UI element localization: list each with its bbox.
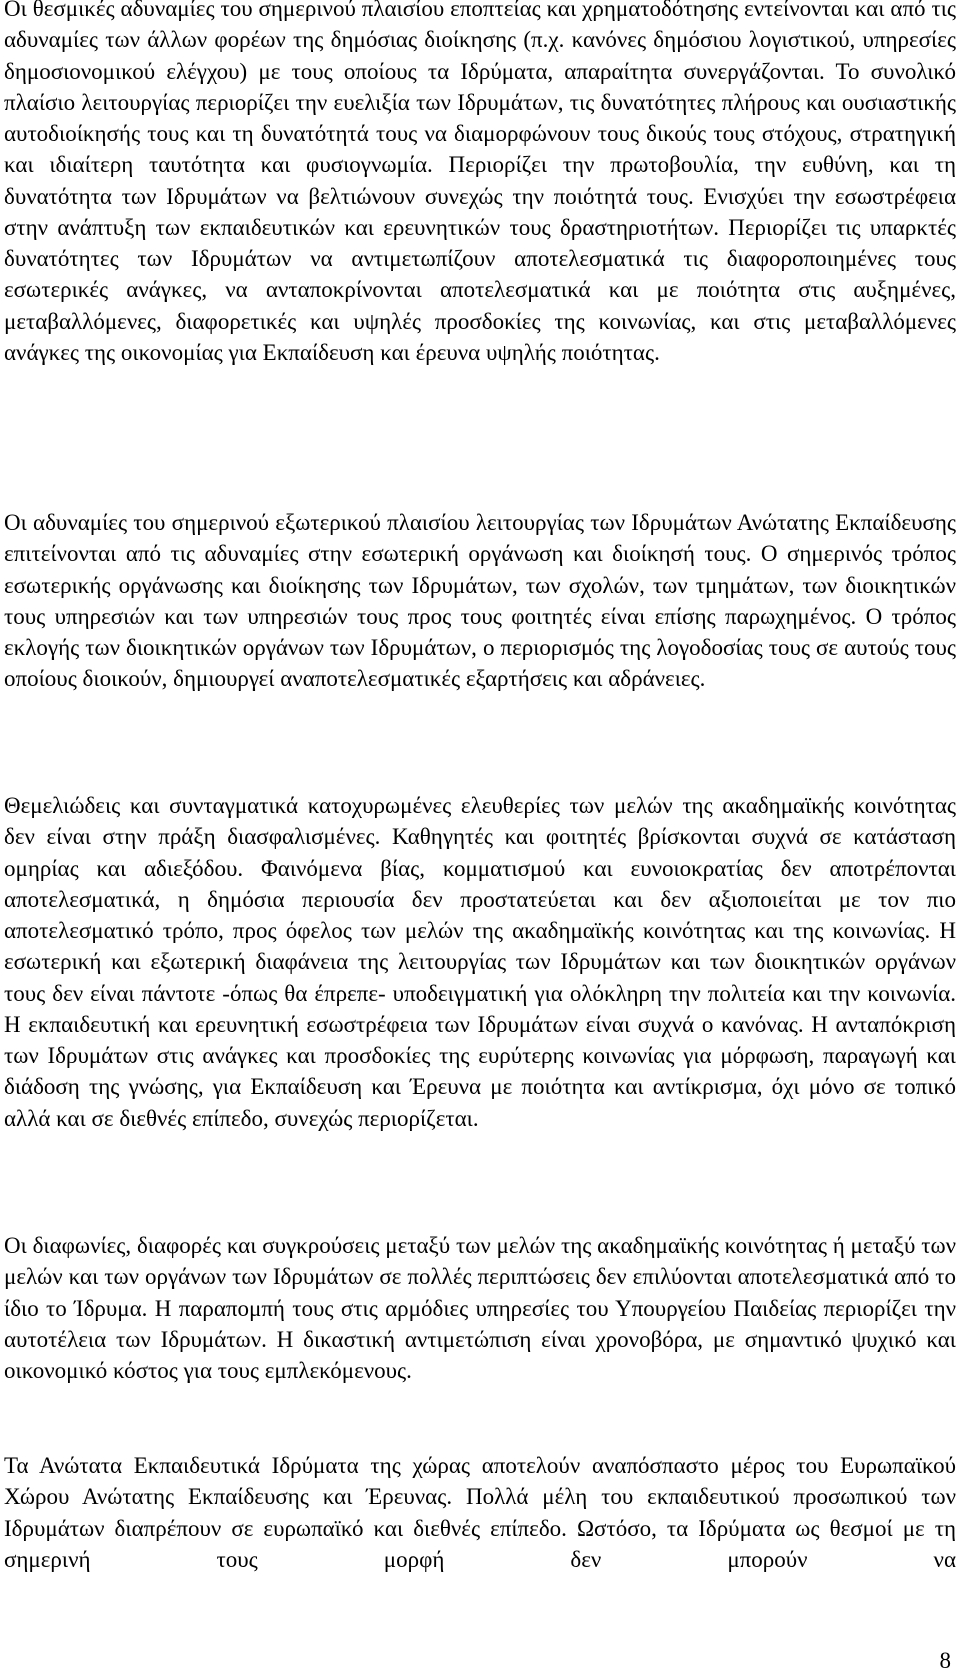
paragraph-european-area: Τα Ανώτατα Εκπαιδευτικά Ιδρύματα της χώρας αποτελούν αναπόσπαστο μέρος του Ευρωπαϊκού Χώρου Ανώτατης Εκπαίδευσης και Έρευνας. Πολλά μέλη του εκπαιδευτικού προσωπικού των Ιδρυμάτων διαπρέπουν σε ευρωπαϊκό και διεθνές επίπεδο. Ωστόσο, τα Ιδρύματα ως θεσμοί με τη σημερινή τους μορφή δεν μπορούν να	[4, 1453, 956, 1572]
paragraph-disputes: Οι διαφωνίες, διαφορές και συγκρούσεις μεταξύ των μελών της ακαδημαϊκής κοινότητας ή μεταξύ των μελών και των οργάνων των Ιδρυμάτων σε πολλές περιπτώσεις δεν επιλύονται αποτελεσματικά από το ίδιο το Ίδρυμα. Η παραπομπή τους στις αρμόδιες υπηρεσίες του Υπουργείου Παιδείας περιορίζει την αυτοτέλεια των Ιδρυμάτων. Η δικαστική αντιμετώπιση είναι χρονοβόρα, με σημαντικό ψυχικό και οικονομικό κόστος για τους εμπλεκόμενους.	[4, 1233, 956, 1383]
paragraph-institutional-weaknesses: Οι θεσμικές αδυναμίες του σημερινού πλαισίου εποπτείας και χρηματοδότησης εντείνονται και από τις αδυναμίες των άλλων φορέων της δημόσιας διοίκησης (π.χ. κανόνες δημόσιου λογιστικού, υπηρεσίες δημοσιονομικού ελέγχου) με τους οποίους τα Ιδρύματα, απαραίτητα συνεργάζονται. Το συνολικό πλαίσιο λειτουργίας περιορίζει την ευελιξία των Ιδρυμάτων, τις δυνατότητες πλήρους και ουσιαστικής αυτοδιοίκησής τους και τη δυνατότητά τους να διαμορφώνουν τους δικούς τους στόχους, στρατηγική και ιδιαίτερη ταυτότητα και φυσιογνωμία. Περιορίζει την πρωτοβουλία, την ευθύνη, και τη δυνατότητα των Ιδρυμάτων να βελτιώνουν συνεχώς την ποιότητά τους. Ενισχύει την εσωστρέφεια στην ανάπτυξη των εκπαιδευτικών και ερευνητικών τους δραστηριοτήτων. Περιορίζει τις υπαρκτές δυνατότητες των Ιδρυμάτων να αντιμετωπίζουν αποτελεσματικά τις διαφοροποιημένες τους εσωτερικές ανάγκες, να ανταποκρίνονται αποτελεσματικά και με ποιότητα στις αυξημένες, μεταβαλλόμενες, διαφορετικές και υψηλές προσδοκίες της κοινωνίας, και στις μεταβαλλόμενες ανάγκες της οικονομίας για Εκπαίδευση και έρευνα υψηλής ποιότητας.	[4, 0, 956, 365]
page-number: 8	[939, 1648, 951, 1673]
paragraph-external-framework: Οι αδυναμίες του σημερινού εξωτερικού πλαισίου λειτουργίας των Ιδρυμάτων Ανώτατης Εκπαίδευσης επιτείνονται από τις αδυναμίες στην εσωτερική οργάνωση και διοίκησή τους. Ο σημερινός τρόπος εσωτερικής οργάνωσης και διοίκησης των Ιδρυμάτων, των σχολών, των τμημάτων, των διοικητικών τους υπηρεσιών και των υπηρεσιών τους προς τους φοιτητές είναι επίσης παρωχημένος. Ο τρόπος εκλογής των διοικητικών οργάνων των Ιδρυμάτων, ο περιορισμός της λογοδοσίας τους σε αυτούς τους οποίους διοικούν, δημιουργεί αναποτελεσματικές εξαρτήσεις και αδράνειες.	[4, 510, 956, 692]
paragraph-academic-freedoms: Θεμελιώδεις και συνταγματικά κατοχυρωμένες ελευθερίες των μελών της ακαδημαϊκής κοινότητας δεν είναι στην πράξη διασφαλισμένες. Καθηγητές και φοιτητές βρίσκονται συχνά σε κατάσταση ομηρίας και αδιεξόδου. Φαινόμενα βίας, κομματισμού και ευνοιοκρατίας δεν αποτρέπονται αποτελεσματικά, η δημόσια περιουσία δεν προστατεύεται και δεν αξιοποιείται με τον πιο αποτελεσματικό τρόπο, προς όφελος των μελών της ακαδημαϊκής κοινότητας και της κοινωνίας. Η εσωτερική και εξωτερική διαφάνεια της λειτουργίας των Ιδρυμάτων και των διοικητικών οργάνων τους δεν είναι πάντοτε -όπως θα έπρεπε- υποδειγματική για ολόκληρη την πολιτεία και την κοινωνία. Η εκπαιδευτική και ερευνητική εσωστρέφεια των Ιδρυμάτων είναι συχνά ο κανόνας. Η ανταπόκριση των Ιδρυμάτων στις ανάγκες και προσδοκίες της ευρύτερης κοινωνίας για μόρφωση, παραγωγή και διάδοση της γνώσης, για Εκπαίδευση και Έρευνα με ποιότητα και αντίκρισμα, όχι μόνο σε τοπικό αλλά και σε διεθνές επίπεδο, συνεχώς περιορίζεται.	[4, 793, 956, 1131]
